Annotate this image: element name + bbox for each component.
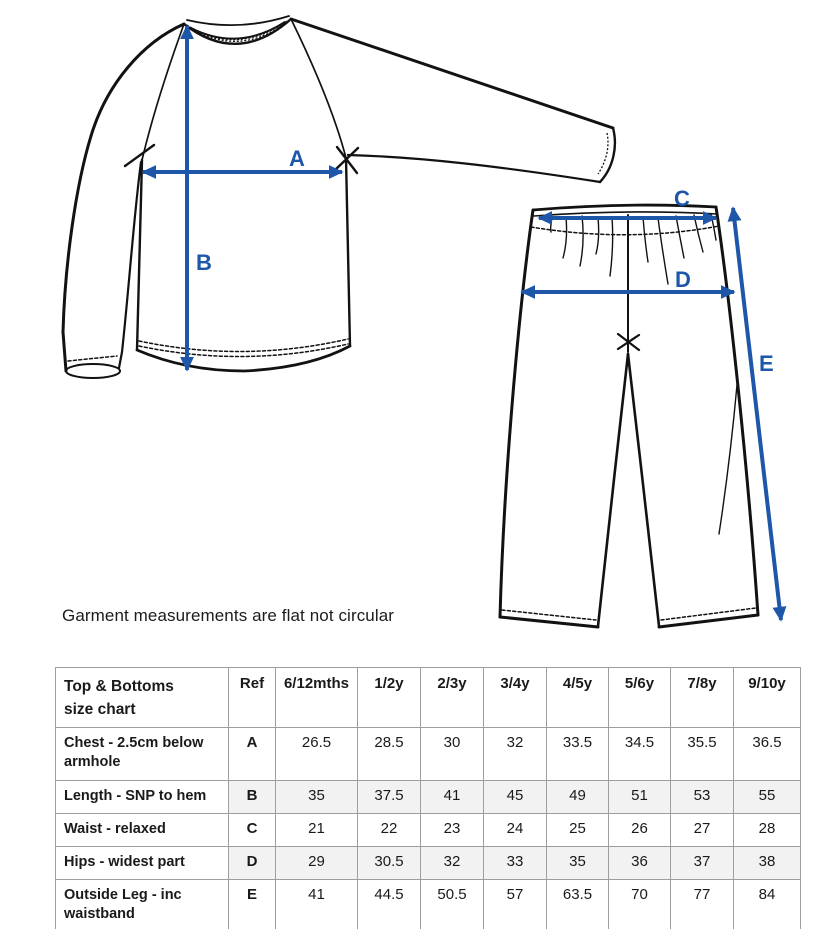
table-row-outside-leg: Outside Leg - inc waistband E 41 44.5 50.5 57 63.5 70 77 84 — [56, 880, 801, 929]
column-header-9-10y: 9/10y — [734, 668, 801, 728]
table-row-chest: Chest - 2.5cm below armhole A 26.5 28.5 30 32 33.5 34.5 35.5 36.5 — [56, 728, 801, 781]
bottoms-garment-drawing — [500, 205, 758, 627]
measure-label-e: E — [759, 351, 774, 376]
column-header-5-6y: 5/6y — [609, 668, 671, 728]
column-header-2-3y: 2/3y — [421, 668, 484, 728]
flat-measurement-note: Garment measurements are flat not circular — [62, 606, 395, 625]
column-header-6-12mths: 6/12mths — [276, 668, 358, 728]
table-row-length: Length - SNP to hem B 35 37.5 41 45 49 51 53 55 — [56, 781, 801, 814]
table-title: Top & Bottoms size chart — [56, 668, 229, 728]
measure-label-a: A — [289, 146, 305, 171]
table-row-hips: Hips - widest part D 29 30.5 32 33 35 36 37 38 — [56, 847, 801, 880]
column-header-7-8y: 7/8y — [671, 668, 734, 728]
ref-a: A — [229, 728, 276, 781]
table-row-waist: Waist - relaxed C 21 22 23 24 25 26 27 28 — [56, 814, 801, 847]
column-header-ref: Ref — [229, 668, 276, 728]
measure-label-c: C — [674, 186, 690, 211]
measure-label-b: B — [196, 250, 212, 275]
ref-c: C — [229, 814, 276, 847]
table-header-row — [56, 668, 801, 728]
ref-e: E — [229, 880, 276, 929]
measure-label-d: D — [675, 267, 691, 292]
column-header-4-5y: 4/5y — [547, 668, 609, 728]
size-chart-table — [55, 667, 801, 929]
column-header-1-2y: 1/2y — [358, 668, 421, 728]
ref-d: D — [229, 847, 276, 880]
column-header-3-4y: 3/4y — [484, 668, 547, 728]
ref-b: B — [229, 781, 276, 814]
